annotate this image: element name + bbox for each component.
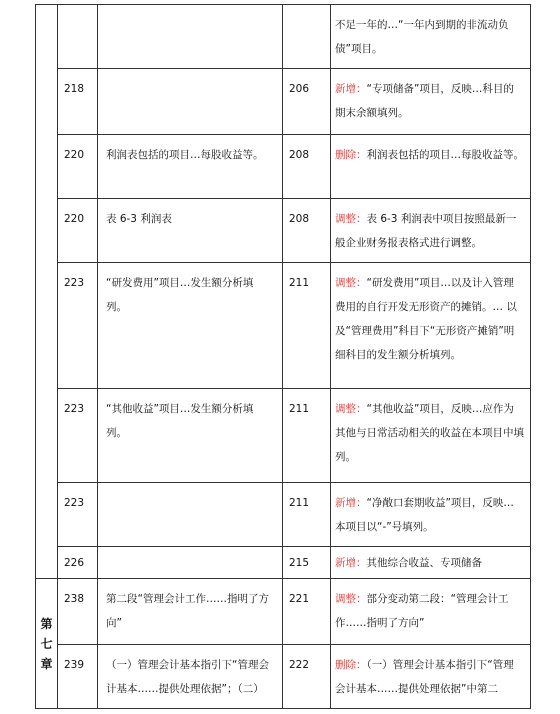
original-text-cell: （一）管理会计基本指引下“管理会计基本……提供处理依据”；（二） (98, 645, 283, 709)
change-cell: 新增：“净敞口套期收益”项目，反映…本项目以“-”号填列。 (331, 483, 531, 547)
original-page-cell: 226 (58, 547, 98, 579)
change-cell: 新增：“专项储备”项目，反映…科目的期末余额填列。 (331, 69, 531, 135)
original-page-cell: 238 (58, 579, 98, 645)
chapter-cell-previous (36, 5, 58, 579)
new-page-cell: 208 (283, 135, 331, 199)
chapter-char: 第 (40, 616, 53, 631)
new-page-cell: 221 (283, 579, 331, 645)
original-page-cell: 220 (58, 135, 98, 199)
change-cell: 新增：其他综合收益、专项储备 (331, 547, 531, 579)
original-text-cell (98, 5, 283, 69)
original-text-cell (98, 69, 283, 135)
table-row (36, 645, 531, 709)
original-text-cell: 表 6-3 利润表 (98, 199, 283, 263)
original-text-cell: “其他收益”项目…发生额分析填列。 (98, 389, 283, 483)
table-row (36, 389, 531, 483)
original-page-cell: 223 (58, 483, 98, 547)
change-cell: 调整：表 6-3 利润表中项目按照最新一般企业财务报表格式进行调整。 (331, 199, 531, 263)
original-text-cell: “研发费用”项目…发生额分析填列。 (98, 263, 283, 389)
original-page-cell: 223 (58, 389, 98, 483)
original-text-cell (98, 483, 283, 547)
original-page-cell: 239 (58, 645, 98, 709)
new-page-cell: 211 (283, 389, 331, 483)
table-row (36, 135, 531, 199)
change-cell: 调整：部分变动第二段：“管理会计工作……指明了方向” (331, 579, 531, 645)
table-row (36, 5, 531, 69)
change-cell: 调整：“研发费用”项目…以及计入管理费用的自行开发无形资产的摊销。… 以及“管理费用”科目下“无形资产摊销”明细科目的发生额分析填列。 (331, 263, 531, 389)
change-cell: 调整：“其他收益”项目，反映…应作为其他与日常活动相关的收益在本项目中填列。 (331, 389, 531, 483)
original-text-cell: 第二段“管理会计工作……指明了方向” (98, 579, 283, 645)
new-page-cell: 208 (283, 199, 331, 263)
original-text-cell (98, 547, 283, 579)
new-page-cell: 215 (283, 547, 331, 579)
original-page-cell: 220 (58, 199, 98, 263)
original-page-cell: 218 (58, 69, 98, 135)
table-row (36, 69, 531, 135)
new-page-cell (283, 5, 331, 69)
new-page-cell: 211 (283, 263, 331, 389)
change-cell: 删除：利润表包括的项目…每股收益等。 (331, 135, 531, 199)
original-text-cell: 利润表包括的项目…每股收益等。 (98, 135, 283, 199)
table-row (36, 483, 531, 547)
chapter-7-cell (36, 579, 58, 709)
new-page-cell: 222 (283, 645, 331, 709)
original-page-cell: 223 (58, 263, 98, 389)
new-page-cell: 206 (283, 69, 331, 135)
table-row (36, 579, 531, 645)
change-cell: 删除：（一）管理会计基本指引下“管理会计基本……提供处理依据”中第二 (331, 645, 531, 709)
new-page-cell: 211 (283, 483, 331, 547)
revision-table (35, 4, 531, 709)
original-page-cell (58, 5, 98, 69)
chapter-char: 七 (40, 636, 53, 651)
change-cell: 不足一年的…“一年内到期的非流动负债”项目。 (331, 5, 531, 69)
table-row (36, 199, 531, 263)
table-row (36, 547, 531, 579)
table-row (36, 263, 531, 389)
chapter-char: 章 (40, 656, 53, 671)
